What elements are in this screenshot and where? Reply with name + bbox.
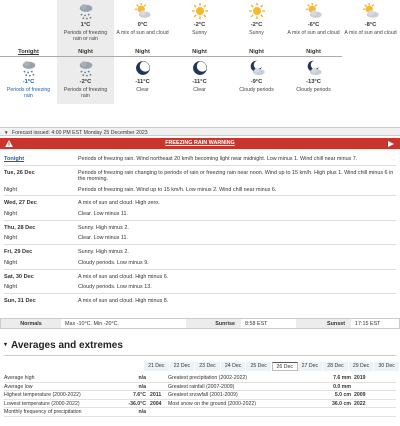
normals-row [0, 318, 400, 329]
sun-cloud-icon [305, 2, 323, 20]
averages-toggle[interactable] [4, 340, 123, 352]
date-tab[interactable]: 29 Dec [349, 362, 375, 371]
detail-label-tonight[interactable]: Tonight [4, 156, 25, 162]
detail-row [4, 258, 396, 269]
ext-year [354, 383, 384, 391]
detail-label: Night [4, 211, 18, 218]
day-cond-5: A mix of sun and cloud [287, 30, 340, 36]
detail-label: Night [4, 284, 18, 291]
avg-year [148, 374, 168, 382]
night-temp-4: -9°C [250, 79, 263, 85]
day-icon-2 [114, 0, 171, 22]
table-row [4, 374, 396, 383]
date-tab[interactable]: 25 Dec [246, 362, 272, 371]
day-icon-6 [342, 0, 399, 22]
detail-label: Sun, 31 Dec [4, 298, 36, 304]
day-cond-1: Periods of freezing rain or rain [63, 30, 108, 43]
night-cell-5[interactable] [285, 57, 342, 104]
detail-text: A mix of sun and cloud. High minus 8. [78, 298, 169, 304]
day-icon-1 [57, 0, 114, 22]
day-temp-4: -2°C [250, 22, 263, 28]
detail-text: Cloudy periods. Low minus 9. [78, 259, 149, 266]
detail-row [4, 282, 396, 293]
date-tab[interactable]: 23 Dec [195, 362, 221, 371]
detail-row [4, 220, 396, 234]
night-temp-2: -11°C [135, 79, 150, 85]
detail-text: A mix of sun and cloud. High minus 6. [78, 273, 169, 280]
divider [4, 355, 396, 356]
day-cond-4: Sunny [249, 30, 264, 36]
sunset-label: Sunset [296, 319, 351, 328]
ext-label: Greatest rainfall (2007-2009) [168, 383, 235, 390]
avg-value: n/a [138, 409, 146, 415]
night-cond-1: Periods of freezing rain [63, 87, 108, 100]
avg-label: Lowest temperature (2000-2022) [4, 400, 80, 407]
detail-label: Wed, 27 Dec [4, 200, 37, 207]
sun-cloud-icon [362, 2, 380, 20]
detail-text: Periods of freezing rain. Wind up to 15 km/h. Low minus 2. Wind chill near minus 6. [78, 186, 277, 193]
night-cond-4: Cloudy periods [239, 87, 274, 93]
night-cond-5: Cloudy periods [296, 87, 331, 93]
ext-label: Greatest snowfall (2001-2009) [168, 392, 238, 398]
ext-label [168, 408, 308, 416]
moon-cloud-icon [305, 59, 323, 77]
night-icon-5 [285, 57, 342, 79]
avg-label: Monthly frequency of precipitation [4, 409, 82, 415]
sunrise-label: Sunrise [186, 319, 241, 328]
ext-label: Greatest precipitation (2002-2022) [168, 375, 248, 381]
night-cond-0: Periods of freezing rain [6, 87, 51, 100]
night-temp-0: -1°C [22, 79, 35, 85]
date-tab[interactable]: 28 Dec [323, 362, 349, 371]
detail-row [4, 209, 396, 220]
day-temp-2: 0°C [137, 22, 148, 28]
averages-table [4, 374, 396, 417]
detail-text: A mix of sun and cloud. High zero. [78, 200, 160, 207]
table-row [4, 383, 396, 392]
warning-link[interactable]: FREEZING RAIN WARNING [165, 140, 235, 147]
avg-year [148, 383, 168, 391]
night-row [0, 57, 400, 104]
sun-cloud-icon [134, 2, 152, 20]
night-header-5: Night [285, 47, 342, 57]
night-cond-3: Clear [193, 87, 206, 93]
night-icon-4 [228, 57, 285, 79]
night-cell-3[interactable] [171, 57, 228, 104]
forecast-issued-text: Forecast issued: 4:00 PM EST Monday 25 December 2023 [11, 130, 148, 136]
ext-year: 2009 [354, 392, 366, 398]
freezing-rain-icon [20, 59, 38, 77]
detail-row [4, 293, 396, 307]
averages-title: Averages and extremes [11, 340, 123, 351]
ext-value [308, 408, 354, 416]
chevron-down-icon: ▾ [4, 342, 8, 349]
night-header-0[interactable]: Tonight [0, 47, 57, 57]
date-tabs [144, 362, 400, 371]
ext-label: Most snow on the ground (2000-2022) [168, 400, 256, 407]
normals-label: Normals [1, 319, 61, 328]
moon-cloud-icon [248, 59, 266, 77]
avg-value: n/a [138, 375, 146, 381]
sun-icon [248, 2, 266, 20]
day-temp-5: -6°C [307, 22, 320, 28]
date-tab[interactable]: 22 Dec [170, 362, 196, 371]
detail-row [4, 195, 396, 209]
avg-label: Average high [4, 375, 35, 381]
detail-label: Night [4, 186, 18, 193]
detail-text: Periods of freezing rain. Wind northeast 20 km/h becoming light near midnight. Low minus 1. Wind chill near minus 7. [78, 156, 358, 162]
night-header-2: Night [114, 47, 171, 57]
day-cond-3: Sunny [192, 30, 207, 36]
night-temp-3: -11°C [192, 79, 207, 85]
day-temp-6: -8°C [364, 22, 377, 28]
day-cell-4[interactable] [228, 0, 285, 47]
table-row [4, 408, 396, 417]
night-header-3: Night [171, 47, 228, 57]
night-icon-3 [171, 57, 228, 79]
play-arrow-icon [388, 141, 394, 147]
date-tab[interactable]: 27 Dec [298, 362, 324, 371]
detail-text: Periods of freezing rain changing to periods of rain or freezing rain near noon. Wind up to 15 km/h. High plus 1. Wind chill minus 6 in the morning. [78, 169, 394, 183]
forecast-issued-toggle[interactable] [0, 127, 400, 136]
detail-text: Clear. Low minus 11. [78, 235, 128, 242]
sunset-value: 17:15 EST [355, 321, 381, 327]
triangle-down-icon: ▼ [4, 130, 9, 135]
date-tab-active[interactable]: 26 Dec [272, 362, 298, 371]
avg-label: Average low [4, 383, 33, 390]
detail-label: Thu, 28 Dec [4, 224, 36, 231]
moon-icon [191, 59, 209, 77]
date-tab[interactable]: 21 Dec [144, 362, 170, 371]
avg-label: Highest temperature (2000-2022) [4, 392, 81, 398]
day-cell-2[interactable] [114, 0, 171, 47]
detail-label: Night [4, 259, 18, 266]
night-header-1: Night [57, 47, 114, 57]
table-row [4, 400, 396, 409]
day-cell-1[interactable] [57, 0, 114, 47]
detail-row [4, 185, 396, 196]
night-icon-0 [0, 57, 57, 79]
avg-value: -36.0°C [128, 400, 146, 407]
sun-icon [191, 2, 209, 20]
sunrise-value: 8:58 EST [245, 321, 268, 327]
ext-value: 7.6 mm [333, 375, 351, 381]
day-row [0, 0, 400, 47]
night-icon-2 [114, 57, 171, 79]
night-icon-1 [57, 57, 114, 79]
detail-label: Tue, 26 Dec [4, 169, 35, 176]
detail-text: Clear. Low minus 11. [78, 211, 128, 218]
day-cell-0 [0, 0, 57, 47]
day-cond-6: A mix of sun and cloud [344, 30, 397, 36]
detailed-forecast [4, 154, 396, 307]
avg-value: n/a [138, 383, 146, 390]
detail-row [4, 165, 396, 185]
ext-value: 36.0 cm [331, 400, 351, 407]
detail-label: Night [4, 235, 18, 242]
day-icon-5 [285, 0, 342, 22]
table-row [4, 391, 396, 400]
freezing-rain-icon [77, 2, 95, 20]
night-temp-1: -2°C [79, 79, 92, 85]
detail-text: Sunny. High minus 2. [78, 224, 129, 231]
day-cond-2: A mix of sun and cloud [116, 30, 169, 36]
normals-value: Max -10°C. Min -20°C. [65, 321, 120, 327]
forecast-grid [0, 0, 400, 104]
avg-year: 2011 [150, 392, 162, 398]
detail-label: Fri, 29 Dec [4, 249, 33, 256]
day-cell-3[interactable] [171, 0, 228, 47]
freezing-rain-icon [77, 59, 95, 77]
ext-value: 0.0 mm [333, 383, 351, 390]
ext-year: 2019 [354, 375, 366, 381]
day-icon-3 [171, 0, 228, 22]
date-tab[interactable]: 24 Dec [221, 362, 247, 371]
day-icon-4 [228, 0, 285, 22]
avg-year: 2004 [150, 400, 162, 407]
night-header-row [0, 47, 400, 57]
moon-icon [134, 59, 152, 77]
ext-value: 5.0 cm [334, 392, 351, 398]
day-cell-5[interactable] [285, 0, 342, 47]
warning-banner[interactable] [0, 138, 400, 149]
detail-text: Cloudy periods. Low minus 13. [78, 284, 152, 291]
night-cell-2[interactable] [114, 57, 171, 104]
date-tab[interactable]: 30 Dec [374, 362, 400, 371]
night-cond-2: Clear [136, 87, 149, 93]
avg-value: 7.6°C [132, 392, 146, 398]
ext-year [354, 408, 384, 416]
detail-row [4, 233, 396, 244]
night-cell-4[interactable] [228, 57, 285, 104]
detail-row [4, 244, 396, 258]
ext-year: 2022 [354, 400, 366, 407]
day-temp-1: 1°C [80, 22, 91, 28]
day-temp-3: -2°C [193, 22, 206, 28]
detail-row [4, 154, 396, 165]
avg-year [148, 408, 168, 416]
day-cell-6[interactable] [342, 0, 399, 47]
warning-triangle-icon [5, 140, 13, 147]
detail-label: Sat, 30 Dec [4, 273, 34, 280]
night-header-4: Night [228, 47, 285, 57]
detail-text: Sunny. High minus 2. [78, 249, 129, 256]
night-cell-1[interactable] [57, 57, 114, 104]
detail-row [4, 269, 396, 283]
night-cell-0[interactable] [0, 57, 57, 104]
night-temp-5: -13°C [306, 79, 321, 85]
